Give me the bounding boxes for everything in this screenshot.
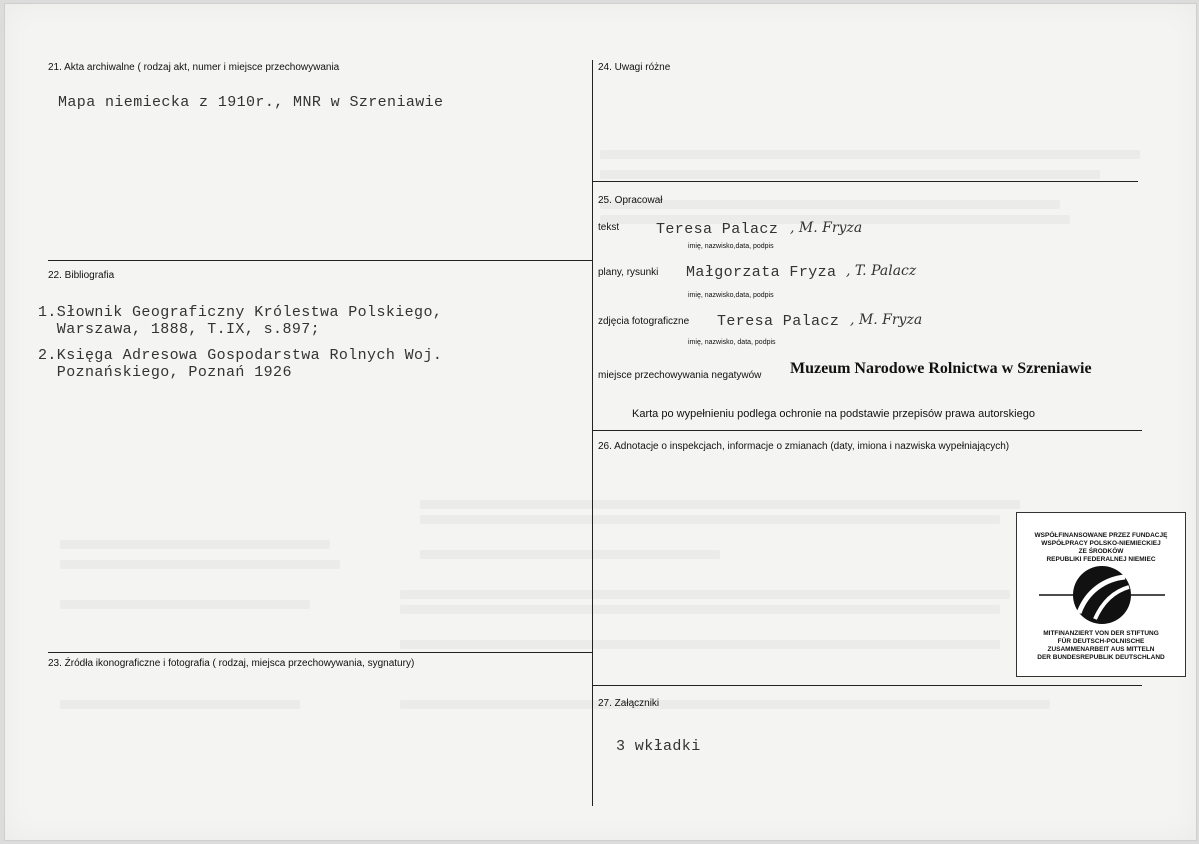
bibliography-line-2: Warszawa, 1888, T.IX, s.897; — [38, 321, 321, 338]
stamp-top-line-1: WSPÓŁFINANSOWANE PRZEZ FUNDACJĘ — [1034, 532, 1168, 539]
section-24-label: 24. Uwagi różne — [598, 62, 671, 73]
section-21-value: Mapa niemiecka z 1910r., MNR w Szreniawie — [58, 94, 444, 111]
vertical-divider — [592, 60, 593, 806]
divider-24-25 — [592, 181, 1138, 182]
stamp-bottom-line-1: MITFINANZIERT VON DER STIFTUNG — [1043, 630, 1159, 637]
zdjecia-value: Teresa Palacz — [717, 313, 840, 330]
tekst-value: Teresa Palacz — [656, 221, 779, 238]
divider-21-22 — [48, 260, 593, 261]
zdjecia-signature: , M. Fryza — [850, 312, 923, 328]
divider-25-26 — [592, 430, 1142, 431]
tekst-label: tekst — [598, 222, 620, 233]
divider-26-27 — [592, 685, 1142, 686]
negatywy-value: Muzeum Narodowe Rolnictwa w Szreniawie — [790, 360, 1092, 377]
section-25-label: 25. Opracował — [598, 195, 663, 206]
section-27-value: 3 wkładki — [616, 738, 701, 755]
stamp-bottom-line-4: DER BUNDESREPUBLIK DEUTSCHLAND — [1037, 654, 1165, 661]
stamp-top-line-4: REPUBLIKI FEDERALNEJ NIEMIEC — [1046, 556, 1156, 563]
section-26-label: 26. Adnotacje o inspekcjach, informacje o zmianach (daty, imiona i nazwiska wypełniających) — [598, 441, 1010, 452]
sponsor-stamp — [1016, 512, 1186, 677]
stamp-top-line-2: WSPÓŁPRACY POLSKO-NIEMIECKIEJ — [1041, 540, 1161, 547]
section-21-label: 21. Akta archiwalne ( rodzaj akt, numer i miejsce przechowywania — [48, 62, 340, 73]
zdjecia-hint: imię, nazwisko, data, podpis — [688, 339, 776, 346]
bibliography-line-1: 1.Słownik Geograficzny Królestwa Polskiego, — [38, 304, 443, 321]
bibliography-line-3: 2.Księga Adresowa Gospodarstwa Rolnych Woj. — [38, 347, 443, 364]
tekst-hint: imię, nazwisko,data, podpis — [688, 243, 774, 250]
tekst-signature: , M. Fryza — [790, 220, 863, 236]
zdjecia-label: zdjęcia fotograficzne — [598, 316, 690, 327]
stamp-bottom-line-3: ZUSAMMENARBEIT AUS MITTELN — [1047, 646, 1155, 653]
copyright-note: Karta po wypełnieniu podlega ochronie na podstawie przepisów prawa autorskiego — [632, 408, 1035, 420]
section-22-label: 22. Bibliografia — [48, 270, 115, 281]
plany-value: Małgorzata Fryza — [686, 264, 837, 281]
stamp-top-line-3: ZE ŚRODKÓW — [1078, 548, 1124, 555]
record-card — [4, 3, 1197, 841]
divider-22-23 — [48, 652, 593, 653]
plany-hint: imię, nazwisko,data, podpis — [688, 292, 774, 299]
bibliography-line-4: Poznańskiego, Poznań 1926 — [38, 364, 292, 381]
plany-label: plany, rysunki — [598, 267, 659, 278]
section-23-label: 23. Źródła ikonograficzne i fotografia ( rodzaj, miejsca przechowywania, sygnatury) — [48, 658, 415, 669]
foundation-logo-icon — [1017, 565, 1187, 629]
stamp-bottom-line-2: FÜR DEUTSCH-POLNISCHE — [1057, 638, 1145, 645]
section-27-label: 27. Załączniki — [598, 698, 660, 709]
plany-signature: , T. Palacz — [846, 263, 917, 279]
negatywy-label: miejsce przechowywania negatywów — [598, 370, 762, 381]
